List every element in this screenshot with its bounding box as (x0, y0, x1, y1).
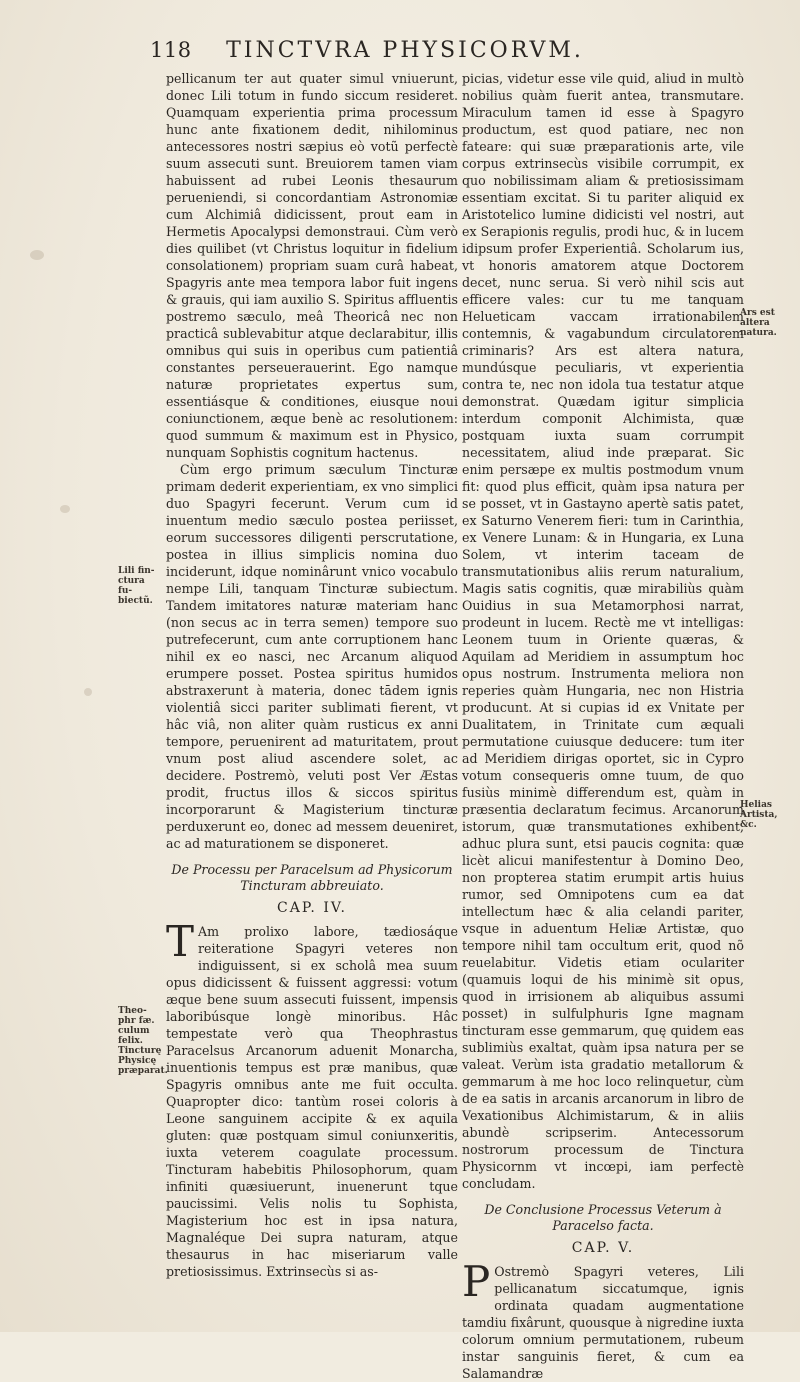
paragraph: pellicanum ter aut quater simul vniuerunt, donec Lili totum in fundo siccum resideret. Quamquam experientia prima processum hunc ante fixationem dedit, nihilominus antecessores nostri sæpius eò votũ perfectè suum assecuti sunt. Breuiorem tamen viam habuissent ad rubei Leonis thesaurum perueniendi, si concordantiam Astronomiæ cum Alchimiâ didicissent, prout eam in Hermetis Apocalypsi demonstraui. Cùm verò dies quilibet (vt Christus loquitur in fidelium consolationem) propriam suam curâ habeat, Spagyris ante mea tempora labor fuit ingens & grauis, qui iam auxilio S. Spiritus affluentis postremo sæculo, meâ Theoricâ nec non practicâ sublevabitur atque declarabitur, illis omnibus qui suis in operibus cum patientiâ constantes perseuerauerint. Ego namque naturæ proprietates expertus sum, essentiásque & conditiones, eiusque noui coniunctionem, æque benè ac resolutionem: quod summum & maximum est in Physico, nunquam Sophistis cognitum hactenus. (166, 71, 458, 460)
paper-stain (84, 688, 92, 696)
paragraph (166, 917, 458, 1280)
page-number: 118 (150, 38, 192, 62)
paper-stain (30, 250, 44, 260)
margin-note-ars: Ars est altera natura. (740, 308, 777, 338)
running-head: TINCTVRA PHYSICORVM. (226, 38, 584, 63)
margin-note-helias: Helias Artista, &c. (740, 800, 778, 830)
chapter-label: CAP. V. (571, 1240, 635, 1256)
chapter-label: CAP. IV. (277, 900, 347, 916)
drop-cap: P (462, 1257, 491, 1306)
margin-note-lili: Lili fin-ctura fu-biectũ. (118, 566, 155, 606)
paragraph-text: Am prolixo labore, tædiosáque reiteratione Spagyri veteres non indiguissent, si ex scholâ mea suum opus didicissent & fuissent aggressi: votum æque bene suum assecuti fuissent, impensis laboribúsque longè minoribus. Hâc tempestate verò qua Theophrastus Paracelsus Arcanorum aduenit Monarcha, inuentionis tempus est præ manibus, quæ Spagyris omnibus ante me fuit occulta. Quapropter dico: tantùm rosei coloris à Leone sanguinem accipite & ex aquila gluten: quæ postquam simul coniunxeritis, iuxta veterem coagulate processum. Tincturam habebitis Philosophorum, quam infiniti quæsiuerunt, inuenerunt tque paucissimi. Velis nolis tu Sophista, Magisterium hoc est in ipsa natura, Magnaléque Dei supra naturam, atque thesaurus in hac miseriarum valle pretiosissimus. Extrinsecùs si as- (166, 924, 458, 1279)
drop-cap: T (166, 917, 195, 966)
margin-note-theophrastus: Theo-phr fæ. culum felix. Tincturę Physicę præparat. (118, 1006, 168, 1076)
right-column (462, 70, 744, 1381)
page-header (150, 38, 620, 72)
paragraph-text: Ostremò Spagyri veteres, Lili pellicanatum siccatumque, ignis ordinata quadam augmentatione tamdiu fixârunt, quousque à nigredine iuxta colorum omnium permutationem, rubeum instar sanguinis fieret, & cum ea Salamandræ (462, 1264, 744, 1381)
section-heading: De Processu per Paracelsum ad Physicorum Tincturam abbreuiato. (171, 862, 453, 893)
paragraph (462, 1257, 744, 1382)
paragraph: picias, videtur esse vile quid, aliud in multò nobilius quàm fuerit antea, transmutare. Miraculum tamen id esse à Spagyro productum, est quod patiare, nec non fateare: qui suæ præparationis arte, vile corpus extrinsecùs visibile corrumpit, ex quo nobilissimam aliam & pretiosissimam essentiam excitat. Si tu pariter aliquid ex Aristotelico lumine didicisti vel nostri, aut ex Serapionis regulis, prodi huc, & in lucem idipsum profer Experientiâ. Scholarum ius, vt honoris amatorem atque Doctorem decet, nunc serua. Si verò nihil scis aut efficere vales: cur tu me tanquam Helueticam vaccam irrationabilem contemnis, & vagabundum circulatorem criminaris? Ars est altera natura, mundúsque peculiaris, vt experientia contra te, nec non idola tua testatur atque demonstrat. Quædam igitur simplicia interdum componit Alchimista, quæ postquam iuxta suam corrumpit necessitatem, aliud inde præparat. Sic enim persæpe ex multis postmodum vnum fit: quod plus efficit, quàm ipsa natura per se posset, vt in Gastayno apertè satis patet, ex Saturno Venerem fieri: tum in Carinthia, ex Venere Lunam: & in Hungaria, ex Luna Solem, vt interim taceam de transmutationibus aliis rerum naturalium, Magis satis cognitis, quæ mirabiliùs quàm Ouidius in sua Metamorphosi narrat, prodeunt in lucem. Rectè me vt intelligas: Leonem tuum in Oriente quæras, & Aquilam ad Meridiem in assumptum hoc opus nostrum. Instrumenta meliora non reperies quàm Hungaria, nec non Histria producunt. At si cupias id ex Vnitate per Dualitatem, in Trinitate cum æquali permutatione cuiusque deducere: tum iter ad Meridiem dirigas oportet, sic in Cypro votum consequeris omne tuum, de quo fusiùs minimè differendum est, quàm in præsentia declaratum fecimus. Arcanorum istorum, quæ transmutationes exhibent, adhuc plura sunt, etsi paucis cognita: quæ licèt alicui manifestentur à Domino Deo, non propterea statim erumpit artis huius rumor, sed Omnipotens cum ea dat intellectum hæc & alia celandi pariter, vsque in aduentum Heliæ Artistæ, quo tempore nihil tam occultum erit, quod nõ reuelabitur. Videtis etiam oculariter (quamuis loqui de his minimè sit opus, quod in irrisionem ab aliquibus assumi posset) in sulfulphuris Igne magnam tincturam esse gemmarum, quę quidem eas sublimiùs exaltat, quàm ipsa natura per se valeat. Verùm ista gradatio metallorum & gemmarum à me hoc loco relinquetur, cùm de ea satis in arcanis arcanorum in libro de Vexationibus Alchimistarum, & in aliis abundè scripserim. Antecessorum nostrorum processum de Tinctura Physicornm vt incœpi, iam perfectè concludam. (462, 71, 744, 1191)
paragraph: Cùm ergo primum sæculum Tincturæ primam dederit experientiam, ex vno simplici duo Spagyri fecerunt. Verum cum id inuentum medio sæculo postea periisset, eorum successores diligenti perscrutatione, postea in illius simplicis nomina duo inciderunt, idque nominârunt vnico vocabulo nempe Lili, tanquam Tincturæ subiectum. Tandem imitatores naturæ materiam hanc (non secus ac in terra semen) tempore suo putrefecerunt, cum ante corruptionem hanc nihil ex eo nasci, nec Arcanum aliquod erumpere posset. Postea spiritus humidos abstraxerunt à materia, donec tādem ignis violentiâ sicci pariter sublimati fierent, vt hâc viâ, non aliter quàm rusticus ex anni tempore, peruenirent ad maturitatem, prout vnum post aliud ascendere solet, ac decidere. Postremò, veluti post Ver Æstas prodit, fructus illos & siccos spiritus incorporarunt & Magisterium tincturæ perduxerunt eo, donec ad messem deueniret, ac ad maturationem se disponeret. (166, 462, 458, 851)
left-column (166, 70, 458, 1310)
paper-stain (60, 505, 70, 513)
section-heading: De Conclusione Processus Veterum à Paracelso facta. (484, 1202, 722, 1233)
